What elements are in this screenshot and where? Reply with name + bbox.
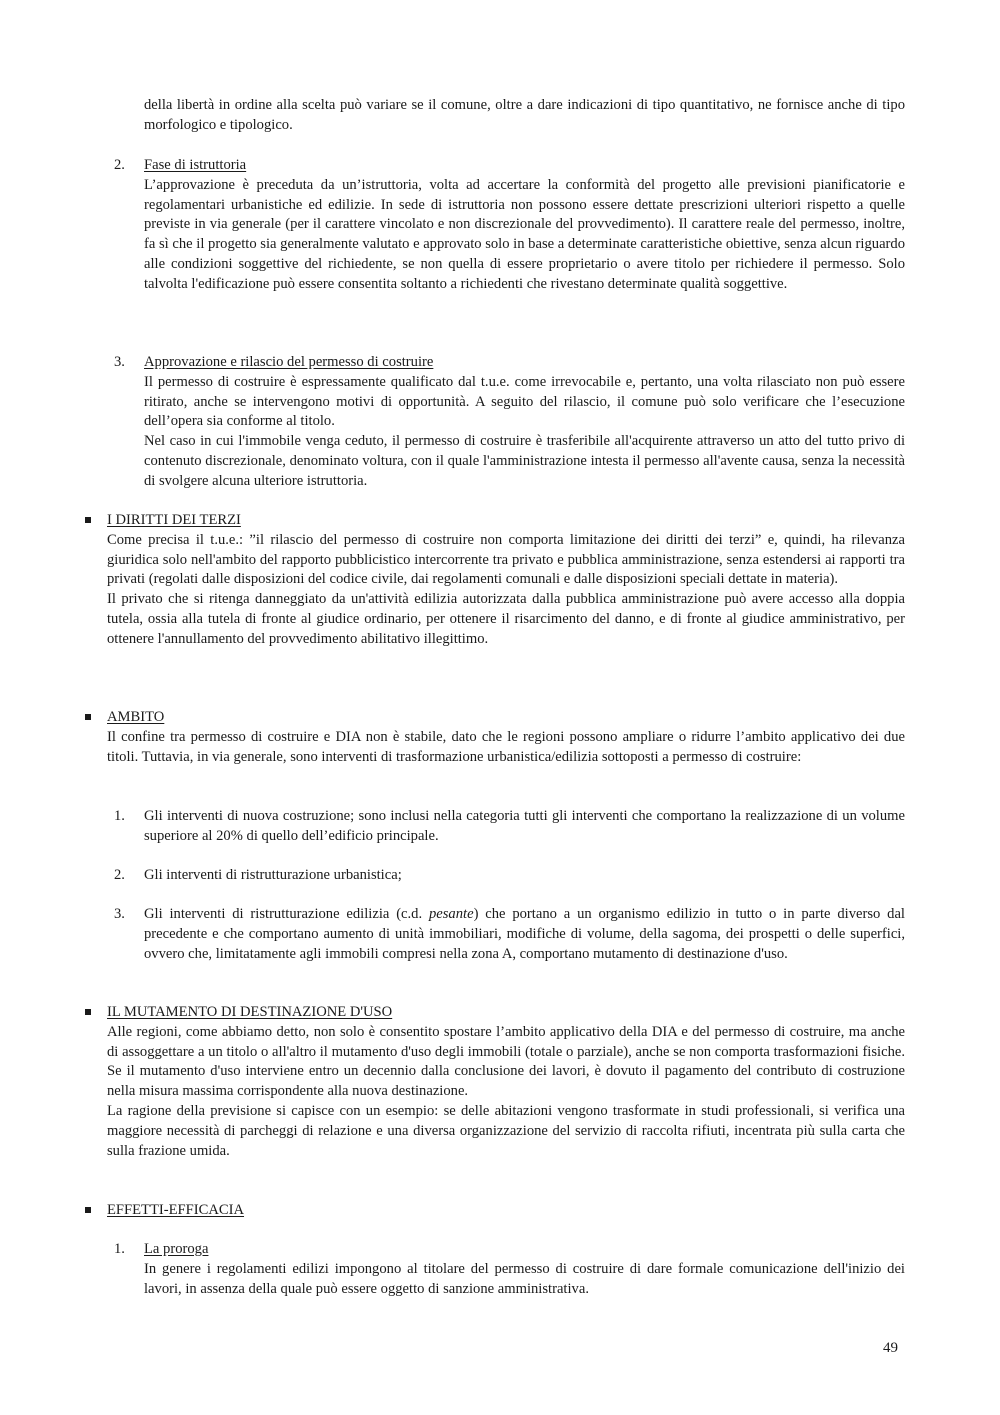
phase-3-title: Approvazione e rilascio del permesso di costruire	[144, 354, 434, 370]
mutamento-text-2: La ragione della previsione si capisce con un esempio: se delle abitazioni vengono trasformate in studi professionali, si verifica una maggiore necessità di parcheggi di relazione e una diversa organizzazione del servizio di raccolta rifiuti, incentrata più sulla carta che sulla frazione umida.	[107, 1102, 905, 1159]
mutamento-section	[107, 1003, 905, 1161]
diritti-section	[107, 511, 905, 650]
effetti-item-1-text: In genere i regolamenti edilizi impongono al titolare del permesso di costruire di dare formale comunicazione dell'inizio dei lavori, in assenza della quale può essere oggetto di sanzione amministrativa.	[144, 1260, 905, 1297]
bullet-icon	[85, 1009, 91, 1015]
ambito-item-1	[144, 807, 905, 847]
phase-3-number: 3.	[114, 354, 125, 370]
ambito-heading: AMBITO	[107, 709, 165, 725]
phase-3-text-2: Nel caso in cui l'immobile venga ceduto, il permesso di costruire è trasferibile all'acquirente attraverso un atto del tutto privo di contenuto discrezionale, denominato voltura, con il quale l'amministrazione intesta il permesso all'avente causa, senza la necessità di svolgere alcuna ulteriore istruttoria.	[144, 433, 905, 489]
intro-text: della libertà in ordine alla scelta può variare se il comune, oltre a dare indicazioni di tipo quantitativo, ne fornisce anche di tipo morfologico e tipologico.	[144, 97, 905, 133]
ambito-item-3-text	[144, 905, 905, 964]
ambito-section	[107, 708, 905, 767]
ambito-item-3-text-after: ) che portano a un organismo edilizio in tutto o in parte diverso dal precedente e che comportano aumento di unità immobiliari, modifiche di volume, della sagoma, dei prospetti o delle superfici, ovvero che, limitatamente agli immobili compresi nella zona A, comportano mutamento di destinazione d'uso.	[144, 906, 905, 962]
phase-2-section	[144, 156, 905, 295]
phase-2-text: L’approvazione è preceduta da un’istruttoria, volta ad accertare la conformità del progetto alle previsioni pianificatorie e regolamentari urbanistiche ed edilizie. In sede di istruttoria non possono essere dettate prescrizioni ulteriori rispetto a quelle previste in via generale (per il carattere vincolato e non discrezionale del provvedimento). Il carattere reale del permesso, inoltre, fa sì che il progetto sia generalmente valutato e approvato solo in base a determinate caratteristiche obiettive, senza alcun riguardo alle condizioni soggettive del richiedente, se non quella di essere proprietario o avere titolo per richiedere il permesso. Solo talvolta l'edificazione può essere consentita soltanto a richiedenti che rivestano determinate qualità soggettive.	[144, 176, 905, 292]
ambito-item-3-text-italic: pesante	[428, 906, 474, 922]
mutamento-text-1: Alle regioni, come abbiamo detto, non solo è consentito spostare l’ambito applicativo della DIA e del permesso di costruire, ma anche di assoggettare a un titolo o all'altro il mutamento d'uso degli immobili (totale o parziale), anche se non comporta trasformazioni fisiche. Se il mutamento d'uso interviene entro un decennio dalla conclusione dei lavori, è dovuto il pagamento del contributo di costruzione nella misura massima corrispondente alla nuova destinazione.	[107, 1023, 905, 1100]
effetti-heading: EFFETTI-EFFICACIA	[107, 1202, 245, 1218]
effetti-item-1-title: La proroga	[144, 1241, 209, 1257]
mutamento-heading: IL MUTAMENTO DI DESTINAZIONE D'USO	[107, 1004, 393, 1020]
effetti-item-1-number: 1.	[114, 1241, 125, 1257]
effetti-item-1	[144, 1240, 905, 1299]
intro-paragraph	[144, 96, 905, 136]
bullet-icon	[85, 714, 91, 720]
ambito-item-1-text: Gli interventi di nuova costruzione; sono inclusi nella categoria tutti gli interventi che comportano la realizzazione di un volume superiore al 20% di quello dell’edificio principale.	[144, 808, 905, 844]
bullet-icon	[85, 517, 91, 523]
ambito-item-2-number: 2.	[114, 867, 125, 883]
ambito-item-2-text: Gli interventi di ristrutturazione urbanistica;	[144, 867, 402, 883]
ambito-item-3-number: 3.	[114, 906, 125, 922]
bullet-icon	[85, 1207, 91, 1213]
ambito-item-1-number: 1.	[114, 808, 125, 824]
diritti-heading: I DIRITTI DEI TERZI	[107, 512, 241, 528]
phase-2-title: Fase di istruttoria	[144, 157, 247, 173]
effetti-section	[107, 1201, 905, 1221]
diritti-text-1: Come precisa il t.u.e.: ”il rilascio del permesso di costruire non comporta limitazione dei diritti dei terzi” e, quindi, ha rilevanza giuridica solo nell'ambito del rapporto pubblicistico intercorrente tra privato e pubblica amministrazione, senza estendersi ai rapporti tra privati (regolati dalle disposizioni del codice civile, dai regolamenti comunali e dalle disposizioni speciali dettate in materia).	[107, 531, 905, 588]
page-number: 49	[883, 1340, 898, 1356]
ambito-item-2	[144, 866, 905, 886]
ambito-text: Il confine tra permesso di costruire e DIA non è stabile, dato che le regioni possono ampliare o ridurre l’ambito applicativo dei due titoli. Tuttavia, in via generale, sono interventi di trasformazione urbanistica/edilizia sottoposti a permesso di costruire:	[107, 728, 905, 765]
phase-2-number: 2.	[114, 157, 125, 173]
phase-3-text-1: Il permesso di costruire è espressamente qualificato dal t.u.e. come irrevocabile e, pertanto, una volta rilasciato non può essere ritirato, anche se intervengono motivi di opportunità. A seguito del rilascio, il comune può solo verificare che l’esecuzione dell’opera sia conforme al titolo.	[144, 373, 905, 430]
ambito-item-3-text-before: Gli interventi di ristrutturazione edilizia (c.d.	[144, 906, 429, 922]
ambito-item-3	[144, 905, 905, 964]
phase-3-section	[144, 353, 905, 492]
diritti-text-2: Il privato che si ritenga danneggiato da un'attività edilizia autorizzata dalla pubblica amministrazione può avere accesso alla doppia tutela, ossia alla tutela di fronte al giudice ordinario, per ottenere il risarcimento del danno, e di fronte al giudice amministrativo, per ottenere l'annullamento del provvedimento abilitativo illegittimo.	[107, 591, 905, 647]
